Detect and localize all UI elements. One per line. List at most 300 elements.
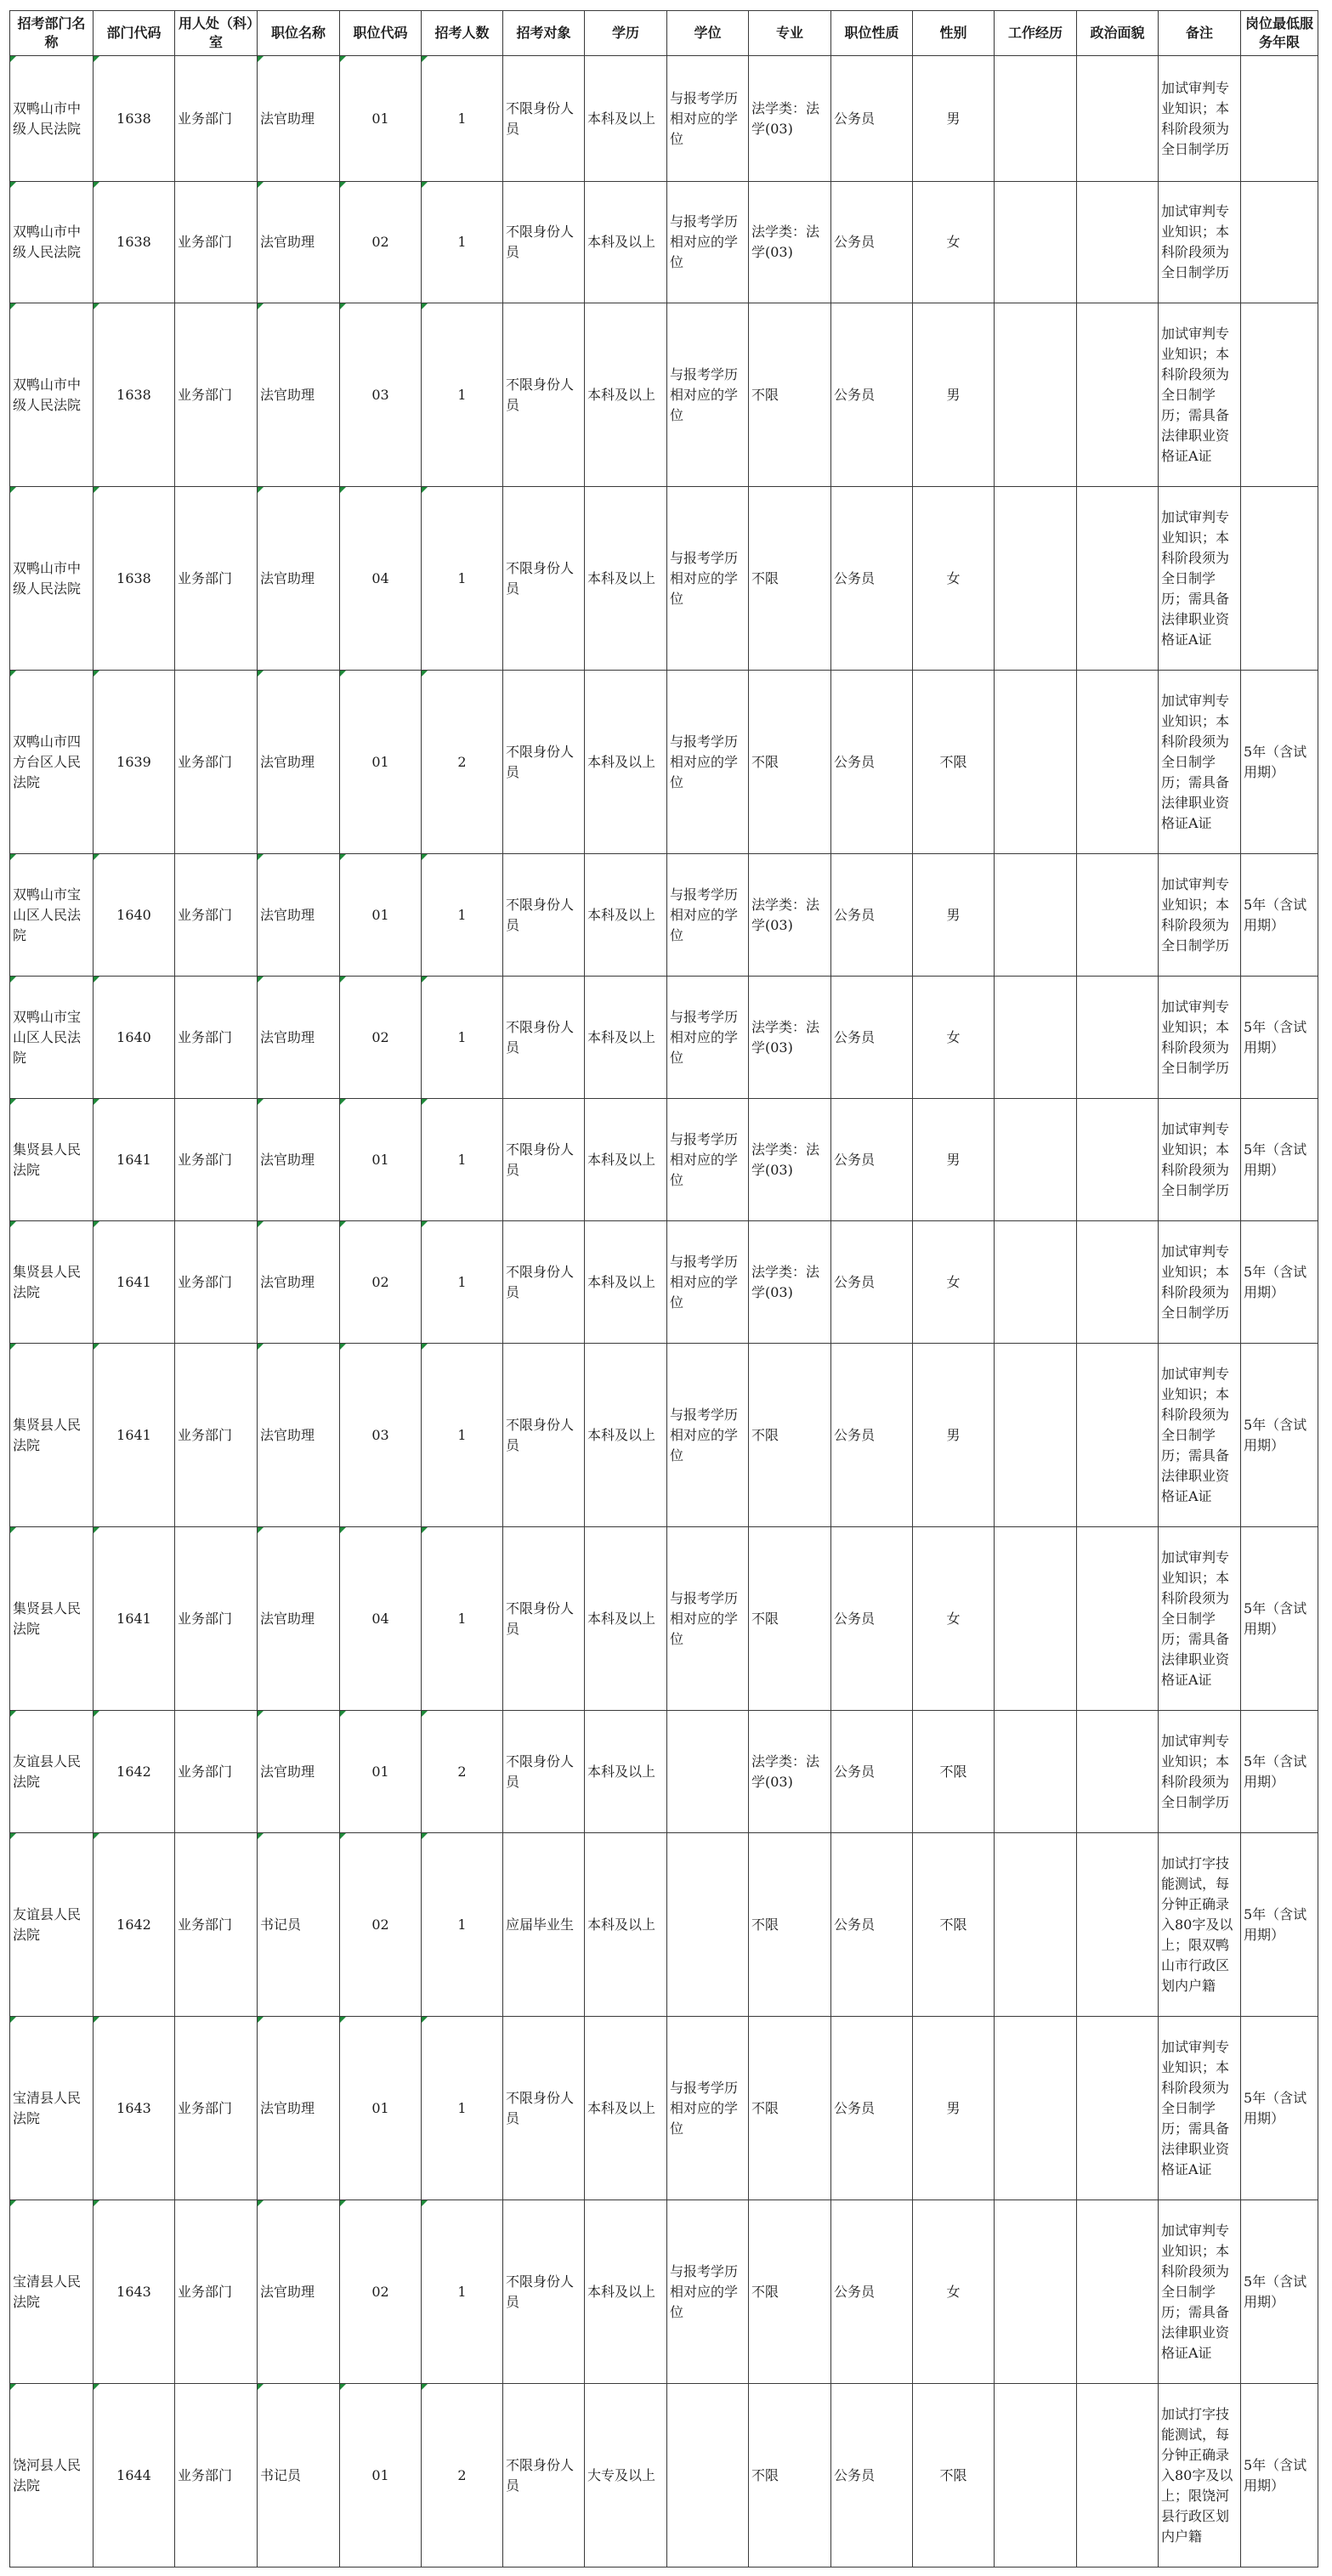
cell-gender bbox=[913, 854, 995, 977]
cell-remarks bbox=[1159, 1833, 1241, 2017]
table-row bbox=[10, 1099, 1318, 1221]
cell-degree bbox=[667, 671, 749, 854]
cell-work-experience bbox=[995, 303, 1077, 487]
cell-text: 加试审判专业知识；本科阶段须为全日制学历；需具备法律职业资格证A证 bbox=[1161, 325, 1230, 464]
cell-marker-icon bbox=[94, 56, 99, 62]
cell-text: 加试审判专业知识；本科阶段须为全日制学历；需具备法律职业资格证A证 bbox=[1161, 1548, 1230, 1688]
cell-position-type bbox=[831, 1833, 913, 2017]
cell-text: 公务员 bbox=[834, 1028, 876, 1045]
cell-major bbox=[749, 671, 831, 854]
cell-text: 不限身份人员 bbox=[506, 1599, 575, 1637]
cell-marker-icon bbox=[422, 1833, 428, 1839]
cell-text: 04 bbox=[371, 569, 389, 586]
cell-marker-icon bbox=[422, 1711, 428, 1717]
cell-min-service-years bbox=[1241, 1711, 1318, 1833]
cell-remarks bbox=[1159, 303, 1241, 487]
cell-major bbox=[749, 1711, 831, 1833]
cell-applicant-type bbox=[503, 854, 585, 977]
cell-marker-icon bbox=[94, 487, 99, 493]
cell-position-type bbox=[831, 1711, 913, 1833]
cell-text: 02 bbox=[371, 1916, 389, 1933]
cell-text: 1 bbox=[457, 569, 467, 586]
cell-applicant-type bbox=[503, 2017, 585, 2200]
cell-work-experience bbox=[995, 182, 1077, 303]
cell-text: 本科及以上 bbox=[587, 110, 656, 127]
cell-min-service-years bbox=[1241, 977, 1318, 1099]
cell-office bbox=[175, 182, 258, 303]
cell-marker-icon bbox=[258, 2384, 264, 2390]
cell-marker-icon bbox=[340, 1344, 346, 1350]
cell-marker-icon bbox=[422, 487, 428, 493]
cell-marker-icon bbox=[422, 671, 428, 677]
cell-applicant-type bbox=[503, 56, 585, 182]
cell-headcount bbox=[422, 487, 503, 671]
cell-text: 本科及以上 bbox=[587, 1151, 656, 1168]
cell-marker-icon bbox=[340, 2384, 346, 2390]
cell-position-type bbox=[831, 854, 913, 977]
cell-dept-code bbox=[94, 1344, 175, 1527]
cell-political-status bbox=[1077, 56, 1159, 182]
cell-min-service-years bbox=[1241, 182, 1318, 303]
cell-text: 公务员 bbox=[834, 110, 876, 127]
cell-position-name bbox=[258, 1221, 340, 1344]
cell-text: 业务部门 bbox=[178, 569, 233, 586]
cell-headcount bbox=[422, 671, 503, 854]
cell-gender bbox=[913, 303, 995, 487]
cell-text: 公务员 bbox=[834, 1610, 876, 1627]
table-row bbox=[10, 1527, 1318, 1711]
cell-text: 加试打字技能测试，每分钟正确录入80字及以上；限双鸭山市行政区划内户籍 bbox=[1161, 1854, 1233, 1994]
cell-marker-icon bbox=[340, 1711, 346, 1717]
cell-text: 本科及以上 bbox=[587, 569, 656, 586]
cell-degree bbox=[667, 2200, 749, 2384]
cell-office bbox=[175, 977, 258, 1099]
cell-text: 与报考学历相对应的学位 bbox=[670, 1130, 739, 1188]
cell-text: 不限身份人员 bbox=[506, 2273, 575, 2310]
cell-text: 01 bbox=[371, 2466, 389, 2483]
cell-text: 法官助理 bbox=[260, 2283, 315, 2300]
cell-marker-icon bbox=[10, 854, 16, 860]
cell-major bbox=[749, 2384, 831, 2568]
header-remarks: 备注 bbox=[1159, 11, 1241, 56]
cell-applicant-type bbox=[503, 1221, 585, 1344]
cell-marker-icon bbox=[422, 1527, 428, 1533]
cell-headcount bbox=[422, 1527, 503, 1711]
cell-office bbox=[175, 56, 258, 182]
cell-remarks bbox=[1159, 182, 1241, 303]
cell-headcount bbox=[422, 977, 503, 1099]
cell-text: 业务部门 bbox=[178, 2099, 233, 2116]
cell-text: 法官助理 bbox=[260, 906, 315, 923]
cell-text: 大专及以上 bbox=[587, 2466, 656, 2483]
cell-major bbox=[749, 1344, 831, 1527]
cell-text: 1638 bbox=[116, 569, 151, 586]
cell-text: 不限 bbox=[751, 386, 779, 403]
cell-dept-code bbox=[94, 977, 175, 1099]
header-major: 专业 bbox=[749, 11, 831, 56]
cell-work-experience bbox=[995, 1221, 1077, 1344]
cell-min-service-years bbox=[1241, 1833, 1318, 2017]
cell-marker-icon bbox=[340, 1527, 346, 1533]
cell-position-type bbox=[831, 303, 913, 487]
cell-political-status bbox=[1077, 1344, 1159, 1527]
cell-text: 03 bbox=[371, 386, 389, 403]
cell-work-experience bbox=[995, 1833, 1077, 2017]
cell-min-service-years bbox=[1241, 56, 1318, 182]
cell-office bbox=[175, 1344, 258, 1527]
cell-text: 法官助理 bbox=[260, 234, 315, 250]
cell-text: 公务员 bbox=[834, 1426, 876, 1443]
cell-marker-icon bbox=[422, 854, 428, 860]
cell-marker-icon bbox=[258, 1344, 264, 1350]
cell-text: 1 bbox=[457, 1151, 467, 1168]
cell-marker-icon bbox=[258, 2200, 264, 2206]
cell-position-name bbox=[258, 671, 340, 854]
cell-position-code bbox=[340, 182, 422, 303]
cell-major bbox=[749, 854, 831, 977]
cell-political-status bbox=[1077, 2200, 1159, 2384]
cell-marker-icon bbox=[422, 1221, 428, 1227]
cell-text: 2 bbox=[457, 753, 467, 770]
cell-position-type bbox=[831, 487, 913, 671]
cell-dept-name bbox=[10, 56, 94, 182]
cell-text: 法学类：法学(03) bbox=[751, 1263, 820, 1300]
cell-text: 1641 bbox=[116, 1610, 151, 1627]
cell-office bbox=[175, 671, 258, 854]
cell-text: 加试打字技能测试，每分钟正确录入80字及以上；限饶河县行政区划内户籍 bbox=[1161, 2405, 1233, 2545]
cell-text: 业务部门 bbox=[178, 2466, 233, 2483]
cell-education bbox=[585, 1344, 667, 1527]
header-row bbox=[10, 11, 1318, 56]
cell-text: 女 bbox=[946, 569, 961, 586]
cell-text: 03 bbox=[371, 1426, 389, 1443]
cell-headcount bbox=[422, 56, 503, 182]
cell-work-experience bbox=[995, 1527, 1077, 1711]
cell-degree bbox=[667, 977, 749, 1099]
cell-headcount bbox=[422, 1221, 503, 1344]
cell-marker-icon bbox=[258, 487, 264, 493]
cell-dept-name bbox=[10, 1221, 94, 1344]
cell-text: 加试审判专业知识；本科阶段须为全日制学历 bbox=[1161, 1120, 1230, 1198]
cell-text: 男 bbox=[946, 1426, 961, 1443]
cell-position-code bbox=[340, 977, 422, 1099]
cell-major bbox=[749, 303, 831, 487]
cell-text: 02 bbox=[371, 1273, 389, 1290]
cell-text: 不限身份人员 bbox=[506, 99, 575, 137]
cell-applicant-type bbox=[503, 1711, 585, 1833]
cell-text: 加试审判专业知识；本科阶段须为全日制学历 bbox=[1161, 1243, 1230, 1321]
cell-marker-icon bbox=[340, 303, 346, 309]
cell-text: 5年（含试用期） bbox=[1244, 1752, 1307, 1790]
cell-remarks bbox=[1159, 854, 1241, 977]
cell-text: 不限 bbox=[939, 753, 967, 770]
cell-text: 加试审判专业知识；本科阶段须为全日制学历；需具备法律职业资格证A证 bbox=[1161, 1365, 1230, 1504]
header-position-name: 职位名称 bbox=[258, 11, 340, 56]
cell-dept-name bbox=[10, 1344, 94, 1527]
cell-position-type bbox=[831, 671, 913, 854]
cell-degree bbox=[667, 1099, 749, 1221]
cell-political-status bbox=[1077, 2017, 1159, 2200]
cell-dept-code bbox=[94, 1099, 175, 1221]
cell-marker-icon bbox=[10, 2200, 16, 2206]
cell-education bbox=[585, 1221, 667, 1344]
cell-dept-code bbox=[94, 1833, 175, 2017]
header-political-status: 政治面貌 bbox=[1077, 11, 1159, 56]
cell-text: 公务员 bbox=[834, 569, 876, 586]
cell-position-type bbox=[831, 2017, 913, 2200]
cell-position-name bbox=[258, 303, 340, 487]
cell-marker-icon bbox=[340, 2200, 346, 2206]
cell-text: 与报考学历相对应的学位 bbox=[670, 365, 739, 423]
cell-dept-name bbox=[10, 671, 94, 854]
cell-position-code bbox=[340, 671, 422, 854]
cell-text: 1644 bbox=[116, 2466, 151, 2483]
cell-text: 友谊县人民法院 bbox=[13, 1905, 82, 1943]
cell-office bbox=[175, 1221, 258, 1344]
cell-degree bbox=[667, 2384, 749, 2568]
cell-dept-name bbox=[10, 1711, 94, 1833]
cell-text: 不限身份人员 bbox=[506, 2456, 575, 2494]
cell-text: 01 bbox=[371, 2099, 389, 2116]
cell-applicant-type bbox=[503, 977, 585, 1099]
cell-text: 双鸭山市宝山区人民法院 bbox=[13, 1008, 82, 1066]
cell-gender bbox=[913, 2200, 995, 2384]
cell-marker-icon bbox=[258, 1833, 264, 1839]
cell-position-type bbox=[831, 1344, 913, 1527]
cell-marker-icon bbox=[258, 182, 264, 188]
cell-text: 不限身份人员 bbox=[506, 1141, 575, 1178]
cell-text: 02 bbox=[371, 234, 389, 250]
table-body bbox=[10, 56, 1318, 2568]
cell-text: 5年（含试用期） bbox=[1244, 2273, 1307, 2310]
cell-dept-code bbox=[94, 2017, 175, 2200]
cell-text: 不限身份人员 bbox=[506, 224, 575, 260]
cell-text: 5年（含试用期） bbox=[1244, 2456, 1307, 2494]
cell-text: 本科及以上 bbox=[587, 2283, 656, 2300]
header-education: 学历 bbox=[585, 11, 667, 56]
cell-work-experience bbox=[995, 854, 1077, 977]
cell-text: 与报考学历相对应的学位 bbox=[670, 213, 739, 270]
cell-text: 双鸭山市宝山区人民法院 bbox=[13, 886, 82, 943]
cell-education bbox=[585, 1099, 667, 1221]
cell-position-type bbox=[831, 2200, 913, 2384]
header-headcount: 招考人数 bbox=[422, 11, 503, 56]
cell-applicant-type bbox=[503, 1099, 585, 1221]
cell-gender bbox=[913, 2017, 995, 2200]
cell-major bbox=[749, 1099, 831, 1221]
cell-text: 业务部门 bbox=[178, 1610, 233, 1627]
cell-political-status bbox=[1077, 854, 1159, 977]
cell-text: 04 bbox=[371, 1610, 389, 1627]
cell-text: 双鸭山市中级人民法院 bbox=[13, 559, 82, 597]
cell-text: 法官助理 bbox=[260, 1426, 315, 1443]
cell-text: 与报考学历相对应的学位 bbox=[670, 733, 739, 790]
cell-marker-icon bbox=[258, 56, 264, 62]
cell-text: 01 bbox=[371, 1151, 389, 1168]
cell-text: 本科及以上 bbox=[587, 1916, 656, 1933]
cell-marker-icon bbox=[10, 1527, 16, 1533]
cell-text: 1640 bbox=[116, 1028, 151, 1045]
cell-text: 业务部门 bbox=[178, 753, 233, 770]
cell-position-code bbox=[340, 1711, 422, 1833]
cell-work-experience bbox=[995, 56, 1077, 182]
cell-marker-icon bbox=[94, 2200, 99, 2206]
cell-education bbox=[585, 671, 667, 854]
cell-text: 双鸭山市中级人民法院 bbox=[13, 376, 82, 413]
cell-gender bbox=[913, 1833, 995, 2017]
cell-marker-icon bbox=[10, 2384, 16, 2390]
cell-text: 男 bbox=[946, 906, 961, 923]
cell-remarks bbox=[1159, 56, 1241, 182]
cell-gender bbox=[913, 1344, 995, 1527]
cell-remarks bbox=[1159, 2384, 1241, 2568]
cell-office bbox=[175, 1711, 258, 1833]
cell-text: 双鸭山市四方台区人民法院 bbox=[13, 733, 82, 790]
cell-position-type bbox=[831, 1527, 913, 1711]
cell-gender bbox=[913, 2384, 995, 2568]
cell-headcount bbox=[422, 303, 503, 487]
cell-applicant-type bbox=[503, 671, 585, 854]
cell-min-service-years bbox=[1241, 487, 1318, 671]
cell-political-status bbox=[1077, 2384, 1159, 2568]
cell-position-name bbox=[258, 2384, 340, 2568]
cell-text: 公务员 bbox=[834, 1273, 876, 1290]
cell-text: 女 bbox=[946, 234, 961, 250]
cell-min-service-years bbox=[1241, 303, 1318, 487]
cell-gender bbox=[913, 1711, 995, 1833]
cell-work-experience bbox=[995, 1344, 1077, 1527]
cell-text: 法学类：法学(03) bbox=[751, 99, 820, 137]
cell-text: 本科及以上 bbox=[587, 753, 656, 770]
cell-applicant-type bbox=[503, 487, 585, 671]
cell-text: 宝清县人民法院 bbox=[13, 2273, 82, 2310]
header-office: 用人处（科）室 bbox=[175, 11, 258, 56]
cell-dept-code bbox=[94, 2200, 175, 2384]
cell-text: 业务部门 bbox=[178, 386, 233, 403]
cell-dept-code bbox=[94, 303, 175, 487]
cell-text: 业务部门 bbox=[178, 1273, 233, 1290]
cell-text: 本科及以上 bbox=[587, 1273, 656, 1290]
cell-position-name bbox=[258, 56, 340, 182]
cell-text: 法学类：法学(03) bbox=[751, 224, 820, 260]
cell-marker-icon bbox=[10, 487, 16, 493]
cell-dept-name bbox=[10, 1527, 94, 1711]
cell-applicant-type bbox=[503, 1344, 585, 1527]
cell-text: 不限身份人员 bbox=[506, 1263, 575, 1300]
cell-text: 公务员 bbox=[834, 1151, 876, 1168]
cell-text: 本科及以上 bbox=[587, 234, 656, 250]
cell-text: 加试审判专业知识；本科阶段须为全日制学历；需具备法律职业资格证A证 bbox=[1161, 692, 1230, 831]
cell-marker-icon bbox=[94, 2384, 99, 2390]
cell-gender bbox=[913, 1221, 995, 1344]
cell-min-service-years bbox=[1241, 1099, 1318, 1221]
cell-text: 1 bbox=[457, 1426, 467, 1443]
cell-education bbox=[585, 854, 667, 977]
cell-gender bbox=[913, 182, 995, 303]
cell-education bbox=[585, 2200, 667, 2384]
cell-marker-icon bbox=[94, 182, 99, 188]
cell-education bbox=[585, 2017, 667, 2200]
cell-text: 1 bbox=[457, 110, 467, 127]
header-applicant-type: 招考对象 bbox=[503, 11, 585, 56]
cell-remarks bbox=[1159, 977, 1241, 1099]
cell-min-service-years bbox=[1241, 854, 1318, 977]
cell-marker-icon bbox=[10, 1711, 16, 1717]
cell-text: 1 bbox=[457, 906, 467, 923]
table-row bbox=[10, 487, 1318, 671]
cell-political-status bbox=[1077, 1527, 1159, 1711]
cell-text: 法学类：法学(03) bbox=[751, 1018, 820, 1056]
cell-education bbox=[585, 1527, 667, 1711]
table-row bbox=[10, 671, 1318, 854]
cell-text: 业务部门 bbox=[178, 1763, 233, 1780]
cell-work-experience bbox=[995, 1711, 1077, 1833]
cell-text: 不限身份人员 bbox=[506, 1752, 575, 1790]
cell-text: 业务部门 bbox=[178, 234, 233, 250]
cell-text: 公务员 bbox=[834, 1763, 876, 1780]
cell-min-service-years bbox=[1241, 671, 1318, 854]
cell-major bbox=[749, 1833, 831, 2017]
cell-position-name bbox=[258, 854, 340, 977]
cell-applicant-type bbox=[503, 1527, 585, 1711]
cell-degree bbox=[667, 2017, 749, 2200]
cell-text: 业务部门 bbox=[178, 2283, 233, 2300]
cell-text: 02 bbox=[371, 1028, 389, 1045]
cell-text: 2 bbox=[457, 1763, 467, 1780]
cell-text: 女 bbox=[946, 1610, 961, 1627]
cell-education bbox=[585, 2384, 667, 2568]
cell-degree bbox=[667, 1833, 749, 2017]
recruitment-table bbox=[9, 10, 1318, 2568]
cell-headcount bbox=[422, 1711, 503, 1833]
cell-marker-icon bbox=[422, 2384, 428, 2390]
cell-marker-icon bbox=[94, 1527, 99, 1533]
cell-text: 双鸭山市中级人民法院 bbox=[13, 224, 82, 260]
cell-text: 本科及以上 bbox=[587, 2099, 656, 2116]
cell-text: 1643 bbox=[116, 2099, 151, 2116]
cell-text: 女 bbox=[946, 1273, 961, 1290]
cell-marker-icon bbox=[10, 671, 16, 677]
cell-marker-icon bbox=[340, 854, 346, 860]
cell-marker-icon bbox=[258, 303, 264, 309]
cell-marker-icon bbox=[422, 1099, 428, 1105]
cell-text: 1638 bbox=[116, 386, 151, 403]
table-row bbox=[10, 2200, 1318, 2384]
cell-political-status bbox=[1077, 671, 1159, 854]
cell-gender bbox=[913, 1527, 995, 1711]
cell-text: 01 bbox=[371, 1763, 389, 1780]
cell-position-name bbox=[258, 1099, 340, 1221]
cell-position-code bbox=[340, 487, 422, 671]
cell-work-experience bbox=[995, 977, 1077, 1099]
cell-text: 1 bbox=[457, 1610, 467, 1627]
cell-marker-icon bbox=[10, 303, 16, 309]
cell-text: 不限 bbox=[751, 2283, 779, 2300]
cell-text: 1642 bbox=[116, 1916, 151, 1933]
cell-text: 法官助理 bbox=[260, 569, 315, 586]
cell-text: 法学类：法学(03) bbox=[751, 1752, 820, 1790]
cell-text: 加试审判专业知识；本科阶段须为全日制学历；需具备法律职业资格证A证 bbox=[1161, 508, 1230, 648]
cell-text: 不限 bbox=[939, 1763, 967, 1780]
cell-text: 公务员 bbox=[834, 386, 876, 403]
table-row bbox=[10, 1711, 1318, 1833]
cell-work-experience bbox=[995, 2200, 1077, 2384]
cell-marker-icon bbox=[422, 2017, 428, 2023]
cell-min-service-years bbox=[1241, 1527, 1318, 1711]
cell-position-type bbox=[831, 977, 913, 1099]
cell-text: 不限 bbox=[751, 1916, 779, 1933]
table-row bbox=[10, 2017, 1318, 2200]
